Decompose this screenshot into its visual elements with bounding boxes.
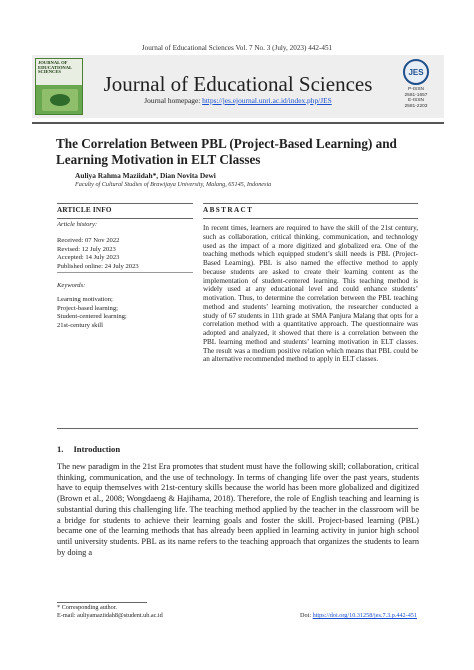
footnote-divider <box>57 602 147 603</box>
journal-title: Journal of Educational Sciences <box>103 72 373 96</box>
article-history-label: Article history: <box>57 221 98 228</box>
section-number: 1. <box>57 444 64 454</box>
doi-link[interactable]: https://doi.org/10.31258/jes.7.3.p.442-451 <box>312 612 417 619</box>
article-info-heading: ARTICLE INFO <box>57 206 112 214</box>
doi-line <box>300 612 417 619</box>
article-history-list <box>57 237 139 271</box>
keyword-item: 21st-century skill <box>57 321 103 329</box>
author-email: E-mail: auliyamaziidah8@student.ub.ac.id <box>57 612 163 619</box>
author-affiliation: Faculty of Cultural Studies of Brawijaya University, Malang, 65145, Indonesia <box>75 181 272 188</box>
keyword-item: Student-centered learning; <box>57 313 127 321</box>
history-item: Published online: 24 July 2023 <box>57 262 139 270</box>
keywords-label: Keywords: <box>57 282 86 289</box>
pissn-label: P-ISSN <box>408 87 424 92</box>
doi-label: Doi: <box>300 612 313 619</box>
divider <box>57 218 193 219</box>
history-item: Received: 07 Nov 2022 <box>57 237 120 244</box>
history-item: Accepted: 14 July 2023 <box>57 254 120 262</box>
abstract-body: In recent times, learners are required to have the skill of the 21st century, such as collaboration, critical thinking, communication, and technology used as the impact of a more digitized and globalized era. One of the teaching methods which equipped student’s skill needs is PBL (Project-Based Learning). PBL is also named the effective method to apply because students are asked to create their learning content as the implementation of student-centered learning. This teaching method is widely used at any educational level and could enhance students’ motivation. Thus, to determine the correlation between the PBL teaching method and students’ learning motivation, the researcher conducted a study of 67 students in 11th grade at SMA Panjura Malang that opts for a correlation method with a quantitative approach. The questionnaire was adopted and analyzed, it showed that there is a correlation between the PBL learning method and students’ learning motivation in ELT classes. The result was a medium positive relation which means that PBL could be an alternative recommended method to apply in ELT classes. <box>203 224 418 364</box>
divider <box>57 203 193 204</box>
journal-homepage <box>32 96 444 105</box>
divider <box>57 272 193 273</box>
history-item: Revised: 12 July 2023 <box>57 245 116 253</box>
article-title: The Correlation Between PBL (Project-Based Learning) and Learning Motivation in ELT Classes <box>56 136 397 167</box>
eissn-value: 2581-2203 <box>404 103 428 109</box>
divider <box>57 428 418 429</box>
eissn-label: E-ISSN <box>408 98 424 104</box>
homepage-link[interactable]: https://jes.ejournal.unri.ac.id/index.php/JES <box>202 96 332 105</box>
keywords-list <box>57 296 127 330</box>
divider <box>203 218 418 219</box>
homepage-label: Journal homepage: <box>144 96 203 105</box>
introduction-body: The new paradigm in the 21st Era promotes that student must have the following skill; collaboration, critical thinking, communication, and the use of technology. In terms of changing life over the past years, students have to equip themselves with 21st-century skills because the world has been more globalized and digitized (Brown et al., 2008; Wongdaeng & Hajihama, 2018). Therefore, the role of English teaching and learning is substantial during this challenging life. The teaching method applied by the teacher in the classroom will be a bridge for students to achieve their learning goals and foster the skill. Project-based learning (PBL) became one of the learning methods that has already been applied in learning activity in junior high school until university students. PBL as its name refers to the teaching approach that organizes the students to learn by doing a <box>57 462 419 557</box>
keyword-item: Project-based learning; <box>57 304 118 312</box>
jes-logo <box>396 59 436 109</box>
jes-logo-badge: JES <box>403 59 429 85</box>
keyword-item: Learning motivation; <box>57 296 113 303</box>
header-divider <box>32 122 444 124</box>
corresponding-author-note: * Corresponding author. <box>57 604 117 611</box>
divider <box>203 203 418 204</box>
pissn-value: 2581-1657 <box>404 92 428 98</box>
journal-citation: Journal of Educational Sciences Vol. 7 No. 3 (July, 2023) 442-451 <box>141 44 333 52</box>
abstract-heading: ABSTRACT <box>203 206 254 214</box>
journal-header <box>32 55 444 118</box>
introduction-heading <box>57 444 130 454</box>
section-title: Introduction <box>73 444 121 454</box>
article-authors: Auliya Rahma Maziidah*, Dian Novita Dewi <box>75 171 216 180</box>
cover-title: JOURNAL OF EDUCATIONAL SCIENCES <box>38 60 72 75</box>
